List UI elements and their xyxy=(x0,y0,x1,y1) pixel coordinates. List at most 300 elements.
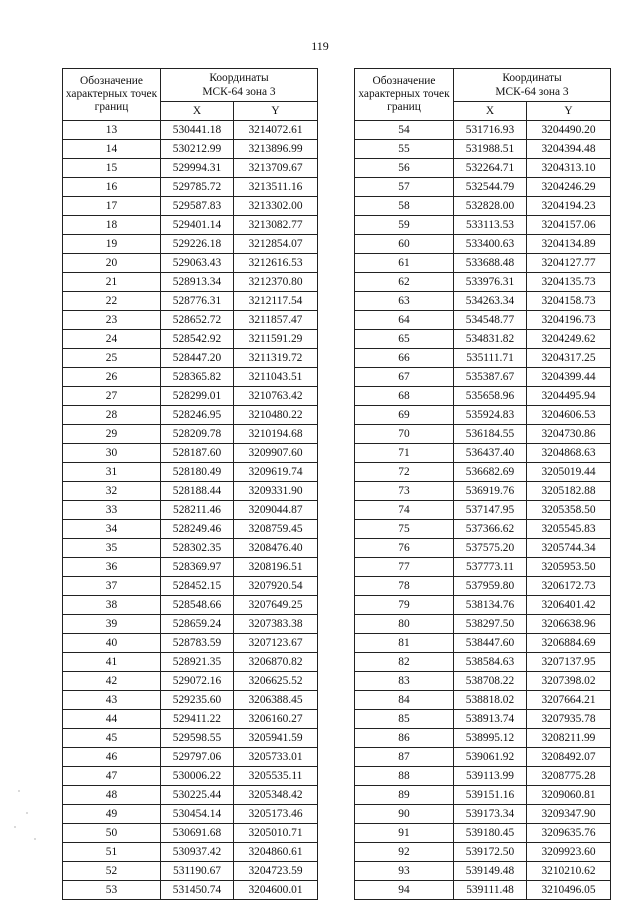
coord-y: 3210480.22 xyxy=(234,406,318,425)
point-number: 32 xyxy=(63,482,161,501)
coord-x: 537773.11 xyxy=(454,558,527,577)
coord-x: 538297.50 xyxy=(454,615,527,634)
point-number: 29 xyxy=(63,425,161,444)
coord-x: 535924.83 xyxy=(454,406,527,425)
point-number: 63 xyxy=(355,292,454,311)
table-row xyxy=(355,824,611,843)
coord-x: 532544.79 xyxy=(454,178,527,197)
scan-speck xyxy=(14,826,16,828)
coord-y: 3207664.21 xyxy=(527,691,611,710)
coord-y: 3206884.69 xyxy=(527,634,611,653)
point-number: 48 xyxy=(63,786,161,805)
coord-y: 3204600.01 xyxy=(234,881,318,900)
coord-y: 3210763.42 xyxy=(234,387,318,406)
coord-x: 528209.78 xyxy=(161,425,234,444)
point-number: 83 xyxy=(355,672,454,691)
table-row xyxy=(63,672,318,691)
point-number: 78 xyxy=(355,577,454,596)
coord-y: 3205019.44 xyxy=(527,463,611,482)
point-number: 14 xyxy=(63,140,161,159)
point-number: 68 xyxy=(355,387,454,406)
coord-x: 532264.71 xyxy=(454,159,527,178)
header-coordinates-title: Координаты xyxy=(209,72,269,84)
coord-y: 3204135.73 xyxy=(527,273,611,292)
coord-x: 535387.67 xyxy=(454,368,527,387)
coord-x: 538447.60 xyxy=(454,634,527,653)
table-row xyxy=(63,881,318,900)
table-row xyxy=(63,558,318,577)
coord-x: 529587.83 xyxy=(161,197,234,216)
table-row xyxy=(355,729,611,748)
point-number: 79 xyxy=(355,596,454,615)
table-row xyxy=(355,748,611,767)
coord-x: 530225.44 xyxy=(161,786,234,805)
header-y: Y xyxy=(527,102,611,121)
point-number: 66 xyxy=(355,349,454,368)
table-row xyxy=(63,273,318,292)
table-row xyxy=(355,463,611,482)
coord-y: 3204723.59 xyxy=(234,862,318,881)
scan-speck xyxy=(26,812,28,814)
coord-x: 531988.51 xyxy=(454,140,527,159)
point-number: 34 xyxy=(63,520,161,539)
coord-y: 3209331.90 xyxy=(234,482,318,501)
table-row xyxy=(63,691,318,710)
coord-x: 529226.18 xyxy=(161,235,234,254)
coord-x: 530441.18 xyxy=(161,121,234,140)
coord-x: 528246.95 xyxy=(161,406,234,425)
table-row xyxy=(355,767,611,786)
table-row xyxy=(63,254,318,273)
coord-y: 3211591.29 xyxy=(234,330,318,349)
coord-x: 535111.71 xyxy=(454,349,527,368)
coord-x: 529785.72 xyxy=(161,178,234,197)
table-row xyxy=(63,615,318,634)
point-number: 15 xyxy=(63,159,161,178)
point-number: 42 xyxy=(63,672,161,691)
coordinates-table-right xyxy=(354,68,611,900)
coord-y: 3213709.67 xyxy=(234,159,318,178)
table-row xyxy=(63,805,318,824)
coord-x: 539172.50 xyxy=(454,843,527,862)
coord-x: 528180.49 xyxy=(161,463,234,482)
coord-x: 530006.22 xyxy=(161,767,234,786)
point-number: 30 xyxy=(63,444,161,463)
coord-x: 528188.44 xyxy=(161,482,234,501)
coord-x: 529994.31 xyxy=(161,159,234,178)
coord-y: 3209907.60 xyxy=(234,444,318,463)
table-row xyxy=(355,596,611,615)
coord-x: 528652.72 xyxy=(161,311,234,330)
table-row xyxy=(355,615,611,634)
coord-y: 3205010.71 xyxy=(234,824,318,843)
coord-y: 3204157.06 xyxy=(527,216,611,235)
point-number: 72 xyxy=(355,463,454,482)
coord-x: 531190.67 xyxy=(161,862,234,881)
coord-y: 3206160.27 xyxy=(234,710,318,729)
coord-y: 3205953.50 xyxy=(527,558,611,577)
table-row xyxy=(355,805,611,824)
table-row xyxy=(63,729,318,748)
coord-x: 528302.35 xyxy=(161,539,234,558)
point-number: 77 xyxy=(355,558,454,577)
table-row xyxy=(355,197,611,216)
coord-x: 539061.92 xyxy=(454,748,527,767)
coord-x: 534548.77 xyxy=(454,311,527,330)
table-row xyxy=(355,653,611,672)
point-number: 94 xyxy=(355,881,454,900)
point-number: 22 xyxy=(63,292,161,311)
coord-x: 538584.63 xyxy=(454,653,527,672)
coord-y: 3212117.54 xyxy=(234,292,318,311)
table-row xyxy=(63,330,318,349)
coord-y: 3207920.54 xyxy=(234,577,318,596)
header-coordinates-title: Координаты xyxy=(502,72,562,84)
table-row xyxy=(63,121,318,140)
page-number: 119 xyxy=(311,39,329,53)
coord-x: 531450.74 xyxy=(161,881,234,900)
coord-y: 3209923.60 xyxy=(527,843,611,862)
table-row xyxy=(355,178,611,197)
table-row xyxy=(355,140,611,159)
coord-x: 530937.42 xyxy=(161,843,234,862)
coord-y: 3205941.59 xyxy=(234,729,318,748)
point-number: 64 xyxy=(355,311,454,330)
table-row xyxy=(63,140,318,159)
point-number: 43 xyxy=(63,691,161,710)
coord-y: 3212370.80 xyxy=(234,273,318,292)
coord-x: 539180.45 xyxy=(454,824,527,843)
table-row xyxy=(355,273,611,292)
table-row xyxy=(355,672,611,691)
coord-y: 3208759.45 xyxy=(234,520,318,539)
table-row xyxy=(63,577,318,596)
coord-x: 528548.66 xyxy=(161,596,234,615)
point-number: 53 xyxy=(63,881,161,900)
point-number: 60 xyxy=(355,235,454,254)
point-number: 25 xyxy=(63,349,161,368)
coord-y: 3207383.38 xyxy=(234,615,318,634)
coord-y: 3205733.01 xyxy=(234,748,318,767)
table-row xyxy=(63,634,318,653)
point-number: 86 xyxy=(355,729,454,748)
table-row xyxy=(355,425,611,444)
coord-x: 533113.53 xyxy=(454,216,527,235)
coord-y: 3208492.07 xyxy=(527,748,611,767)
point-number: 19 xyxy=(63,235,161,254)
point-number: 91 xyxy=(355,824,454,843)
coord-x: 538818.02 xyxy=(454,691,527,710)
table-row xyxy=(63,862,318,881)
table-row xyxy=(355,121,611,140)
coord-x: 537575.20 xyxy=(454,539,527,558)
coord-x: 528783.59 xyxy=(161,634,234,653)
point-number: 93 xyxy=(355,862,454,881)
header-coordinates xyxy=(454,69,611,102)
point-number: 18 xyxy=(63,216,161,235)
coord-y: 3205173.46 xyxy=(234,805,318,824)
coord-y: 3204399.44 xyxy=(527,368,611,387)
coord-y: 3204127.77 xyxy=(527,254,611,273)
coord-y: 3205182.88 xyxy=(527,482,611,501)
coord-x: 536919.76 xyxy=(454,482,527,501)
point-number: 17 xyxy=(63,197,161,216)
point-number: 36 xyxy=(63,558,161,577)
coord-y: 3213302.00 xyxy=(234,197,318,216)
coord-x: 530454.14 xyxy=(161,805,234,824)
table-row xyxy=(63,824,318,843)
table-row xyxy=(355,159,611,178)
point-number: 21 xyxy=(63,273,161,292)
point-number: 92 xyxy=(355,843,454,862)
coord-x: 533976.31 xyxy=(454,273,527,292)
table-row xyxy=(63,387,318,406)
table-row xyxy=(63,843,318,862)
point-number: 71 xyxy=(355,444,454,463)
coord-x: 533688.48 xyxy=(454,254,527,273)
table-row xyxy=(355,368,611,387)
table-row xyxy=(63,349,318,368)
coord-y: 3208211.99 xyxy=(527,729,611,748)
table-row xyxy=(355,691,611,710)
point-number: 47 xyxy=(63,767,161,786)
coord-x: 537366.62 xyxy=(454,520,527,539)
coord-x: 539173.34 xyxy=(454,805,527,824)
coordinates-table-left xyxy=(62,68,318,900)
table-row xyxy=(63,767,318,786)
table-row xyxy=(63,368,318,387)
point-number: 35 xyxy=(63,539,161,558)
coord-y: 3204606.53 xyxy=(527,406,611,425)
coord-x: 532828.00 xyxy=(454,197,527,216)
coord-y: 3210496.05 xyxy=(527,881,611,900)
coord-x: 539151.16 xyxy=(454,786,527,805)
header-coordinate-system: МСК-64 зона 3 xyxy=(495,86,569,98)
point-number: 74 xyxy=(355,501,454,520)
coord-y: 3205535.11 xyxy=(234,767,318,786)
table-row xyxy=(63,596,318,615)
coord-y: 3209347.90 xyxy=(527,805,611,824)
coord-x: 539113.99 xyxy=(454,767,527,786)
table-row xyxy=(63,520,318,539)
coord-x: 528921.35 xyxy=(161,653,234,672)
point-number: 84 xyxy=(355,691,454,710)
coord-y: 3214072.61 xyxy=(234,121,318,140)
coord-x: 528369.97 xyxy=(161,558,234,577)
point-number: 67 xyxy=(355,368,454,387)
table-row xyxy=(63,444,318,463)
coord-x: 529598.55 xyxy=(161,729,234,748)
table-row xyxy=(355,501,611,520)
coord-y: 3206172.73 xyxy=(527,577,611,596)
point-number: 62 xyxy=(355,273,454,292)
point-number: 27 xyxy=(63,387,161,406)
coord-x: 539149.48 xyxy=(454,862,527,881)
table-row xyxy=(355,330,611,349)
coord-x: 528365.82 xyxy=(161,368,234,387)
coord-y: 3208196.51 xyxy=(234,558,318,577)
coord-x: 536437.40 xyxy=(454,444,527,463)
point-number: 70 xyxy=(355,425,454,444)
coord-x: 537959.80 xyxy=(454,577,527,596)
point-number: 81 xyxy=(355,634,454,653)
point-number: 89 xyxy=(355,786,454,805)
coord-y: 3204317.25 xyxy=(527,349,611,368)
coord-x: 537147.95 xyxy=(454,501,527,520)
coord-x: 538708.22 xyxy=(454,672,527,691)
coord-y: 3204194.23 xyxy=(527,197,611,216)
coord-x: 528299.01 xyxy=(161,387,234,406)
table-row xyxy=(355,349,611,368)
table-row xyxy=(63,159,318,178)
point-number: 38 xyxy=(63,596,161,615)
coord-x: 539111.48 xyxy=(454,881,527,900)
header-point-label: Обозначение характерных точек границ xyxy=(63,69,161,121)
coord-x: 528913.34 xyxy=(161,273,234,292)
table-row xyxy=(355,710,611,729)
coord-y: 3213082.77 xyxy=(234,216,318,235)
coord-x: 528659.24 xyxy=(161,615,234,634)
point-number: 44 xyxy=(63,710,161,729)
point-number: 41 xyxy=(63,653,161,672)
coord-x: 533400.63 xyxy=(454,235,527,254)
table-row xyxy=(355,406,611,425)
coord-y: 3209619.74 xyxy=(234,463,318,482)
point-number: 80 xyxy=(355,615,454,634)
point-number: 87 xyxy=(355,748,454,767)
coord-y: 3206870.82 xyxy=(234,653,318,672)
coord-y: 3209044.87 xyxy=(234,501,318,520)
table-row xyxy=(355,786,611,805)
coord-y: 3206388.45 xyxy=(234,691,318,710)
table-row xyxy=(63,539,318,558)
point-number: 59 xyxy=(355,216,454,235)
table-row xyxy=(63,425,318,444)
coord-x: 529235.60 xyxy=(161,691,234,710)
coord-y: 3205545.83 xyxy=(527,520,611,539)
scan-speck xyxy=(34,838,36,840)
point-number: 90 xyxy=(355,805,454,824)
coord-y: 3209060.81 xyxy=(527,786,611,805)
table-row xyxy=(355,482,611,501)
table-row xyxy=(355,235,611,254)
coord-y: 3204246.29 xyxy=(527,178,611,197)
coord-y: 3205348.42 xyxy=(234,786,318,805)
coord-x: 529411.22 xyxy=(161,710,234,729)
table-body-right xyxy=(355,121,611,900)
header-point-label: Обозначение характерных точек границ xyxy=(355,69,454,121)
table-row xyxy=(63,748,318,767)
header-coordinate-system: МСК-64 зона 3 xyxy=(202,86,276,98)
coord-x: 529401.14 xyxy=(161,216,234,235)
coord-y: 3206638.96 xyxy=(527,615,611,634)
point-number: 20 xyxy=(63,254,161,273)
coord-x: 529063.43 xyxy=(161,254,234,273)
point-number: 50 xyxy=(63,824,161,843)
point-number: 65 xyxy=(355,330,454,349)
point-number: 75 xyxy=(355,520,454,539)
coord-x: 538913.74 xyxy=(454,710,527,729)
coord-y: 3208775.28 xyxy=(527,767,611,786)
table-row xyxy=(63,216,318,235)
table-row xyxy=(63,311,318,330)
coord-y: 3210210.62 xyxy=(527,862,611,881)
coord-y: 3204868.63 xyxy=(527,444,611,463)
coord-y: 3207123.67 xyxy=(234,634,318,653)
coord-y: 3204158.73 xyxy=(527,292,611,311)
coord-y: 3204394.48 xyxy=(527,140,611,159)
table-row xyxy=(355,292,611,311)
point-number: 49 xyxy=(63,805,161,824)
coord-x: 528187.60 xyxy=(161,444,234,463)
table-row xyxy=(63,406,318,425)
coord-y: 3206625.52 xyxy=(234,672,318,691)
coord-y: 3209635.76 xyxy=(527,824,611,843)
point-number: 26 xyxy=(63,368,161,387)
coord-y: 3213896.99 xyxy=(234,140,318,159)
table-row xyxy=(63,653,318,672)
coord-y: 3211857.47 xyxy=(234,311,318,330)
coord-y: 3211319.72 xyxy=(234,349,318,368)
coord-x: 535658.96 xyxy=(454,387,527,406)
point-number: 52 xyxy=(63,862,161,881)
coord-y: 3204249.62 xyxy=(527,330,611,349)
table-row xyxy=(355,881,611,900)
table-row xyxy=(63,482,318,501)
coord-x: 528776.31 xyxy=(161,292,234,311)
table-row xyxy=(355,577,611,596)
coord-y: 3204134.89 xyxy=(527,235,611,254)
coord-x: 538995.12 xyxy=(454,729,527,748)
coord-x: 528452.15 xyxy=(161,577,234,596)
point-number: 33 xyxy=(63,501,161,520)
coord-x: 531716.93 xyxy=(454,121,527,140)
coord-x: 529797.06 xyxy=(161,748,234,767)
point-number: 37 xyxy=(63,577,161,596)
point-number: 76 xyxy=(355,539,454,558)
coord-y: 3210194.68 xyxy=(234,425,318,444)
header-x: X xyxy=(161,102,234,121)
coord-y: 3207935.78 xyxy=(527,710,611,729)
table-row xyxy=(355,862,611,881)
table-row xyxy=(355,387,611,406)
point-number: 54 xyxy=(355,121,454,140)
coord-x: 528211.46 xyxy=(161,501,234,520)
point-number: 16 xyxy=(63,178,161,197)
point-number: 56 xyxy=(355,159,454,178)
coord-y: 3213511.16 xyxy=(234,178,318,197)
coord-y: 3204860.61 xyxy=(234,843,318,862)
table-row xyxy=(63,786,318,805)
table-row xyxy=(355,634,611,653)
point-number: 61 xyxy=(355,254,454,273)
table-row xyxy=(355,520,611,539)
table-row xyxy=(355,558,611,577)
point-number: 57 xyxy=(355,178,454,197)
table-row xyxy=(63,292,318,311)
coord-y: 3207137.95 xyxy=(527,653,611,672)
scan-speck xyxy=(18,790,20,792)
header-coordinates xyxy=(161,69,318,102)
table-row xyxy=(355,444,611,463)
coord-x: 530212.99 xyxy=(161,140,234,159)
coord-y: 3212854.07 xyxy=(234,235,318,254)
coord-y: 3204196.73 xyxy=(527,311,611,330)
coord-y: 3207649.25 xyxy=(234,596,318,615)
table-row xyxy=(63,463,318,482)
coord-y: 3205358.50 xyxy=(527,501,611,520)
coord-y: 3211043.51 xyxy=(234,368,318,387)
